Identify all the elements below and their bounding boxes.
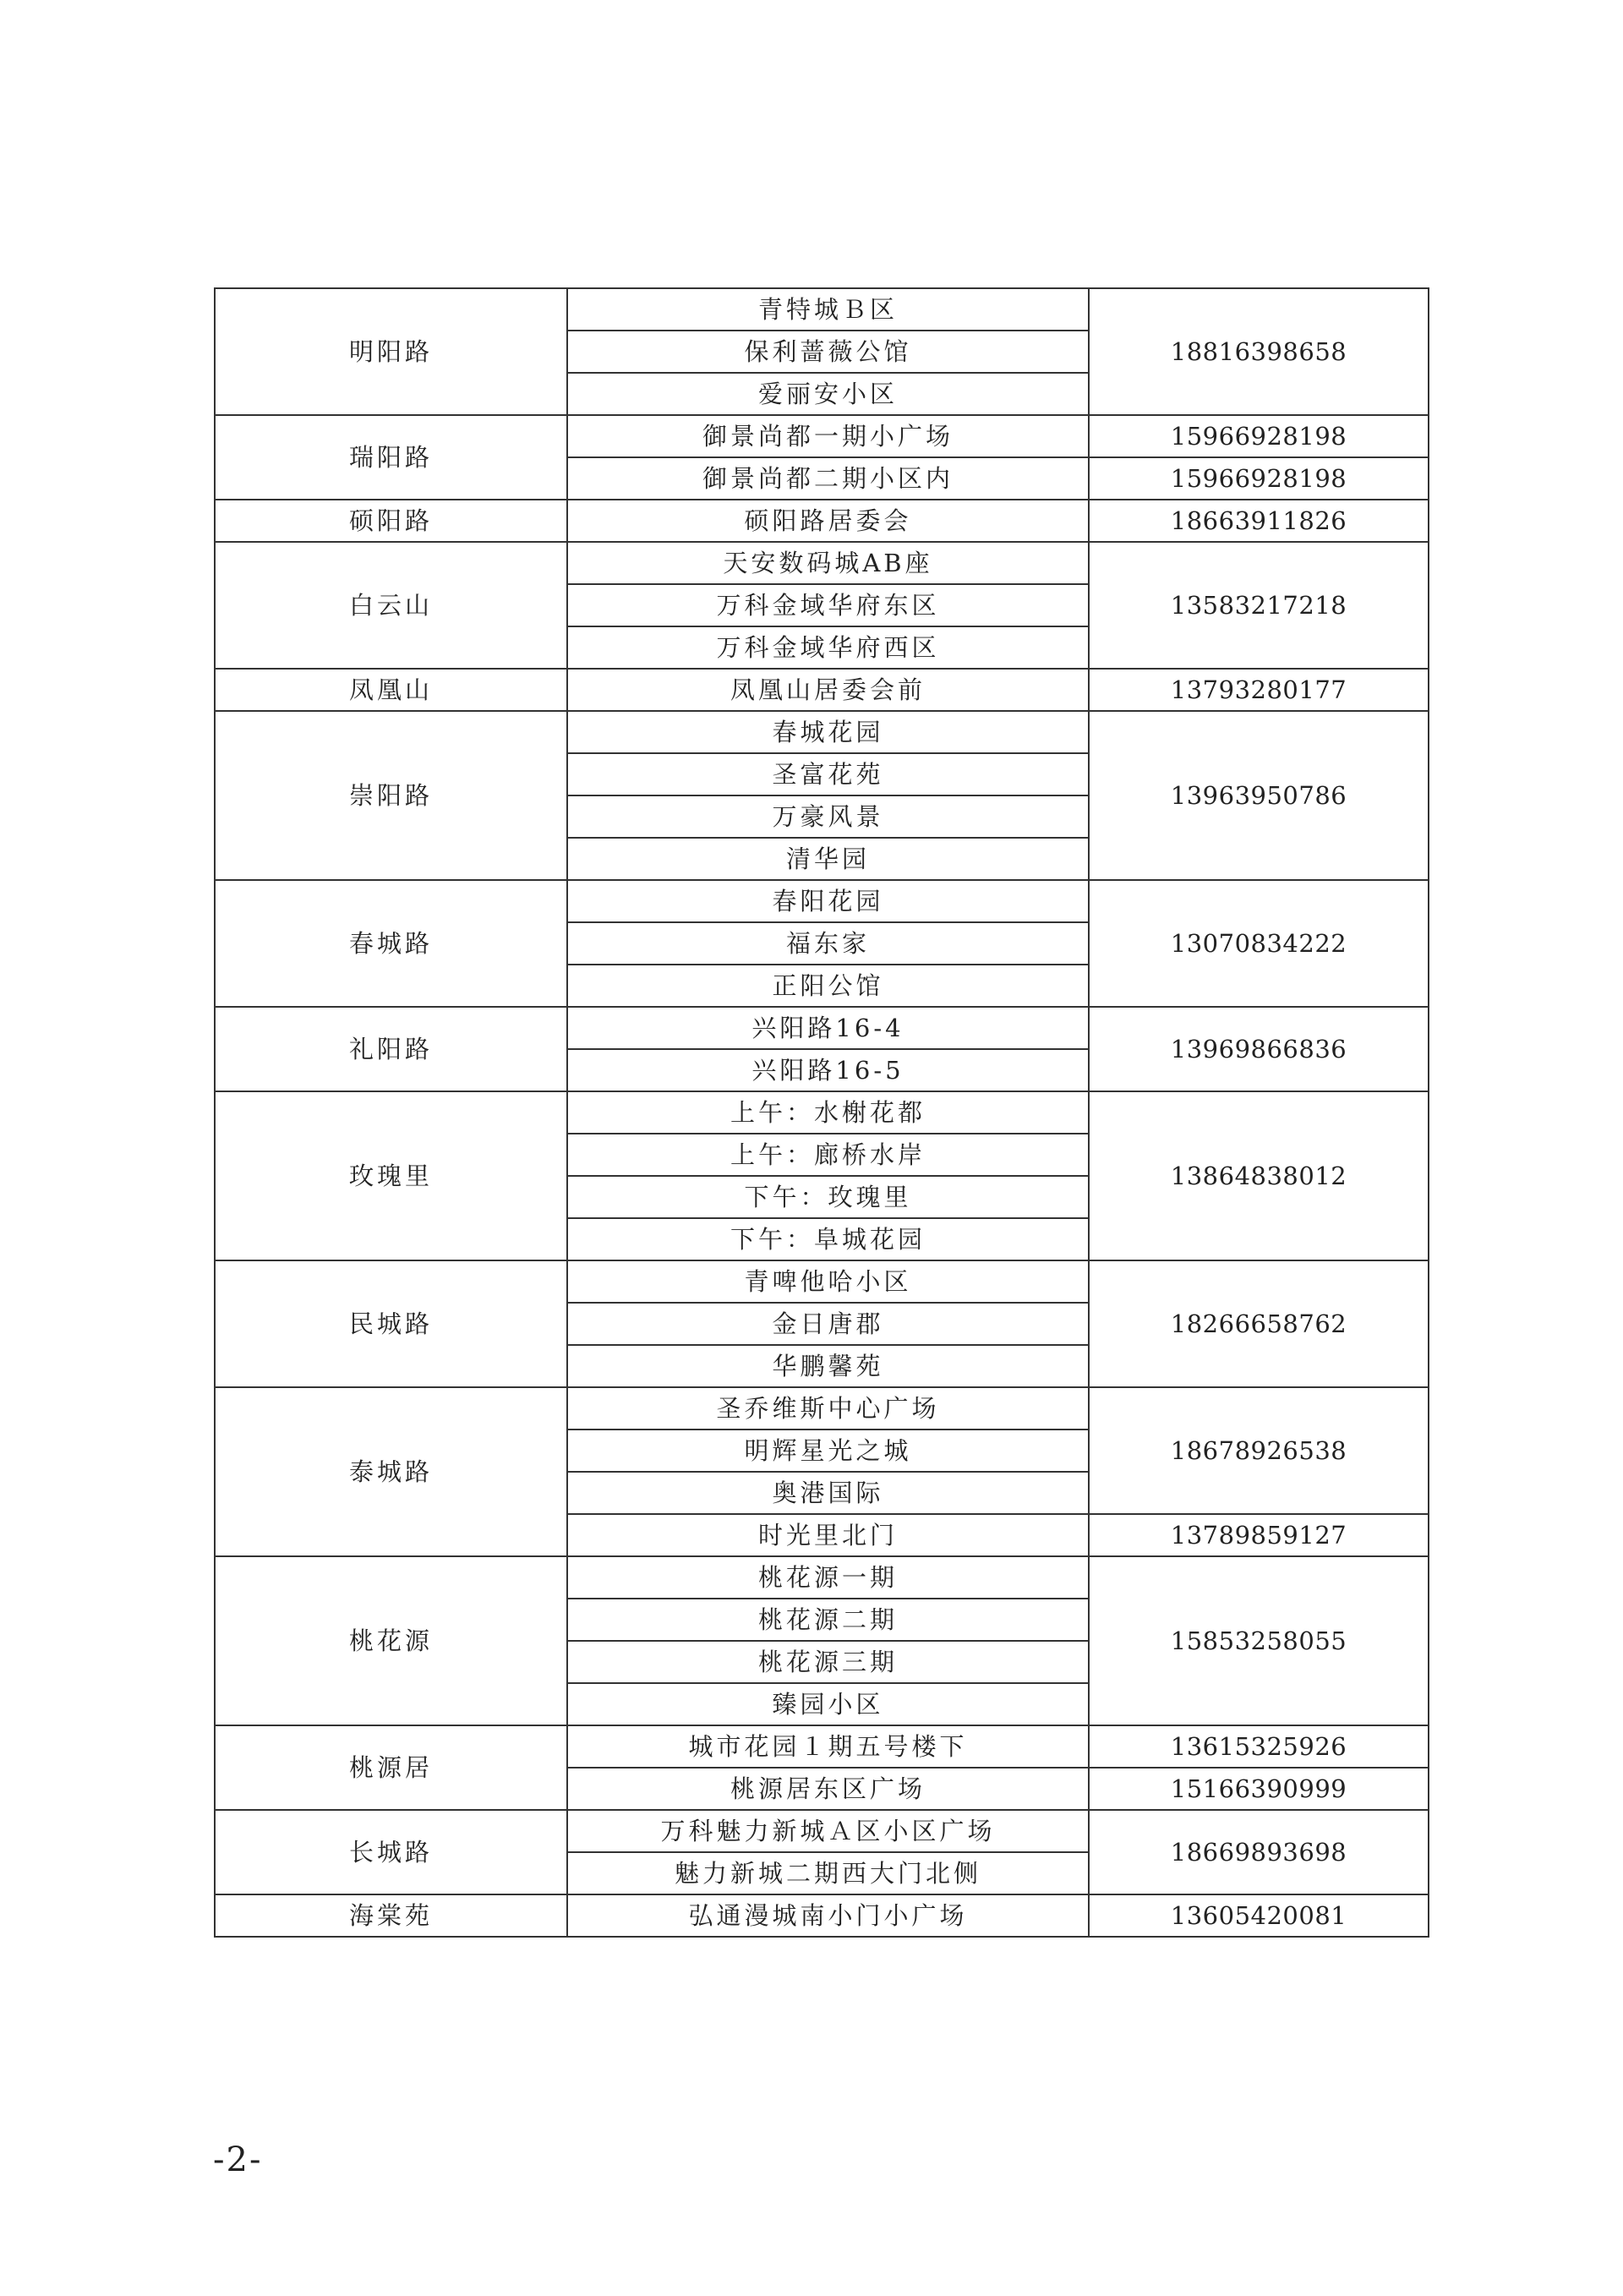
road-cell: 礼阳路 xyxy=(215,1007,567,1091)
road-cell: 长城路 xyxy=(215,1810,567,1894)
location-cell: 青特城Ｂ区 xyxy=(567,288,1089,331)
page-number: -2- xyxy=(213,2140,263,2179)
location-cell: 圣富花苑 xyxy=(567,753,1089,795)
phone-cell: 13605420081 xyxy=(1089,1894,1429,1937)
road-cell: 春城路 xyxy=(215,880,567,1007)
location-cell: 臻园小区 xyxy=(567,1683,1089,1725)
phone-cell: 13789859127 xyxy=(1089,1514,1429,1556)
location-cell: 凤凰山居委会前 xyxy=(567,669,1089,711)
location-cell: 福东家 xyxy=(567,922,1089,965)
location-cell: 万科金域华府东区 xyxy=(567,584,1089,626)
road-cell: 瑞阳路 xyxy=(215,415,567,500)
location-cell: 天安数码城AB座 xyxy=(567,542,1089,584)
table-row xyxy=(215,1556,1429,1599)
road-cell: 玫瑰里 xyxy=(215,1091,567,1260)
table-row xyxy=(215,711,1429,753)
phone-cell: 13615325926 xyxy=(1089,1725,1429,1768)
road-cell: 民城路 xyxy=(215,1260,567,1387)
phone-cell: 18669893698 xyxy=(1089,1810,1429,1894)
road-cell: 桃花源 xyxy=(215,1556,567,1725)
phone-cell: 18663911826 xyxy=(1089,500,1429,542)
location-cell: 华鹏馨苑 xyxy=(567,1345,1089,1387)
phone-cell: 13583217218 xyxy=(1089,542,1429,669)
location-cell: 上午：廊桥水岸 xyxy=(567,1134,1089,1176)
table-row xyxy=(215,288,1429,331)
location-cell: 明辉星光之城 xyxy=(567,1430,1089,1472)
road-cell: 泰城路 xyxy=(215,1387,567,1556)
phone-cell: 13864838012 xyxy=(1089,1091,1429,1260)
road-cell: 明阳路 xyxy=(215,288,567,415)
location-cell: 桃花源三期 xyxy=(567,1641,1089,1683)
road-cell: 崇阳路 xyxy=(215,711,567,880)
location-cell: 金日唐郡 xyxy=(567,1303,1089,1345)
location-cell: 万科魅力新城Ａ区小区广场 xyxy=(567,1810,1089,1852)
table-row xyxy=(215,1387,1429,1430)
phone-cell: 18678926538 xyxy=(1089,1387,1429,1514)
table-body xyxy=(215,288,1429,1937)
table-row xyxy=(215,880,1429,922)
location-cell: 御景尚都二期小区内 xyxy=(567,457,1089,500)
location-cell: 正阳公馆 xyxy=(567,965,1089,1007)
road-cell: 凤凰山 xyxy=(215,669,567,711)
table-row xyxy=(215,500,1429,542)
location-cell: 弘通漫城南小门小广场 xyxy=(567,1894,1089,1937)
location-cell: 御景尚都一期小广场 xyxy=(567,415,1089,457)
location-cell: 下午：阜城花园 xyxy=(567,1218,1089,1260)
phone-cell: 13070834222 xyxy=(1089,880,1429,1007)
distribution-points-table xyxy=(214,287,1429,1938)
table-row xyxy=(215,542,1429,584)
location-cell: 硕阳路居委会 xyxy=(567,500,1089,542)
table-row xyxy=(215,1091,1429,1134)
phone-cell: 15853258055 xyxy=(1089,1556,1429,1725)
table-row xyxy=(215,415,1429,457)
phone-cell: 13793280177 xyxy=(1089,669,1429,711)
table-row xyxy=(215,1725,1429,1768)
location-cell: 下午：玫瑰里 xyxy=(567,1176,1089,1218)
location-cell: 春阳花园 xyxy=(567,880,1089,922)
phone-cell: 18816398658 xyxy=(1089,288,1429,415)
location-cell: 兴阳路16-5 xyxy=(567,1049,1089,1091)
table-row xyxy=(215,1260,1429,1303)
location-cell: 城市花园１期五号楼下 xyxy=(567,1725,1089,1768)
location-cell: 桃花源一期 xyxy=(567,1556,1089,1599)
location-cell: 青啤他哈小区 xyxy=(567,1260,1089,1303)
phone-cell: 15966928198 xyxy=(1089,457,1429,500)
location-cell: 时光里北门 xyxy=(567,1514,1089,1556)
phone-cell: 18266658762 xyxy=(1089,1260,1429,1387)
location-cell: 兴阳路16-4 xyxy=(567,1007,1089,1049)
road-cell: 海棠苑 xyxy=(215,1894,567,1937)
location-cell: 爱丽安小区 xyxy=(567,373,1089,415)
location-cell: 保利蔷薇公馆 xyxy=(567,331,1089,373)
location-cell: 魅力新城二期西大门北侧 xyxy=(567,1852,1089,1894)
phone-cell: 13963950786 xyxy=(1089,711,1429,880)
table-row xyxy=(215,1810,1429,1852)
location-cell: 万豪风景 xyxy=(567,795,1089,838)
location-cell: 圣乔维斯中心广场 xyxy=(567,1387,1089,1430)
phone-cell: 13969866836 xyxy=(1089,1007,1429,1091)
location-cell: 桃花源二期 xyxy=(567,1599,1089,1641)
road-cell: 白云山 xyxy=(215,542,567,669)
location-cell: 万科金域华府西区 xyxy=(567,626,1089,669)
phone-cell: 15166390999 xyxy=(1089,1768,1429,1810)
table-row xyxy=(215,1007,1429,1049)
location-cell: 春城花园 xyxy=(567,711,1089,753)
road-cell: 硕阳路 xyxy=(215,500,567,542)
location-cell: 奥港国际 xyxy=(567,1472,1089,1514)
road-cell: 桃源居 xyxy=(215,1725,567,1810)
location-cell: 上午：水榭花都 xyxy=(567,1091,1089,1134)
location-cell: 清华园 xyxy=(567,838,1089,880)
table-row xyxy=(215,1894,1429,1937)
table-row xyxy=(215,669,1429,711)
phone-cell: 15966928198 xyxy=(1089,415,1429,457)
location-cell: 桃源居东区广场 xyxy=(567,1768,1089,1810)
